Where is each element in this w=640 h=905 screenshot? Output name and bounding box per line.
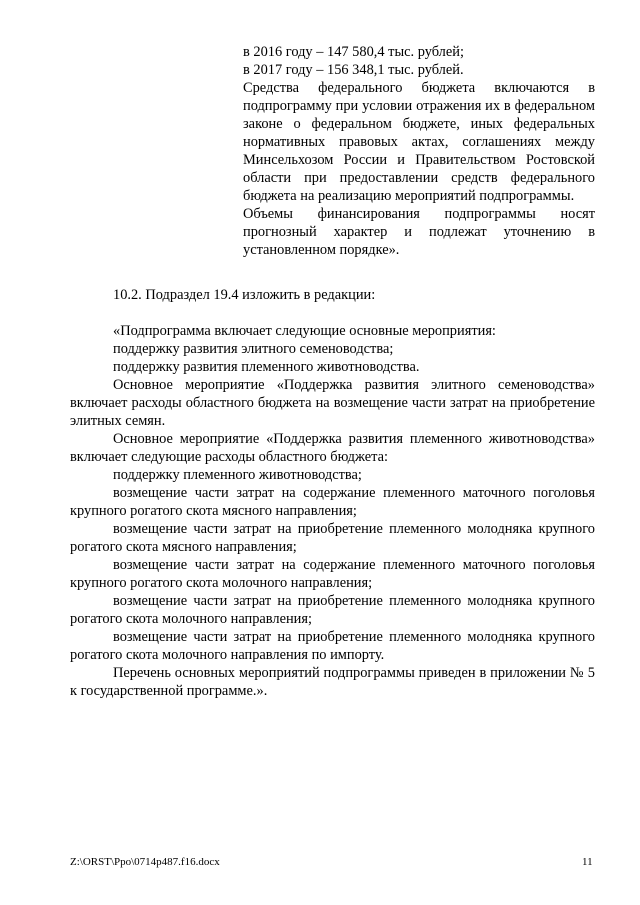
section-heading: 10.2. Подраздел 19.4 изложить в редакции: <box>113 287 376 303</box>
body-item-5: возмещение части затрат на приобретение племенного молодняка крупного рогатого скота молочного направления; <box>70 593 595 627</box>
section-body <box>70 322 595 700</box>
body-item-2: возмещение части затрат на содержание племенного маточного поголовья крупного рогатого скота мясного направления; <box>70 485 595 519</box>
quoted-block <box>243 43 595 259</box>
quote-paragraph-federal: Средства федерального бюджета включаются в подпрограмму при условии отражения их в федеральном законе о федеральном бюджете, иных федеральных нормативных правовых актах, соглашениях между Минсельхозом России и Правительством Ростовской области при предоставлении средств федерального бюджета на реализацию мероприятий подпрограммы. <box>243 80 595 204</box>
body-list-item-seed: поддержку развития элитного семеноводства; <box>113 341 394 357</box>
body-paragraph-seed: Основное мероприятие «Поддержка развития элитного семеноводства» включает расходы областного бюджета на возмещение части затрат на приобретение элитных семян. <box>70 377 595 429</box>
footer-page-number: 11 <box>582 856 593 868</box>
body-item-6: возмещение части затрат на приобретение племенного молодняка крупного рогатого скота молочного направления по импорту. <box>70 629 595 663</box>
quote-line-2017: в 2017 году – 156 348,1 тыс. рублей. <box>243 62 464 78</box>
quote-paragraph-volumes: Объемы финансирования подпрограммы носят прогнозный характер и подлежат уточнению в установленном порядке». <box>243 206 595 258</box>
quote-line-2016: в 2016 году – 147 580,4 тыс. рублей; <box>243 44 464 60</box>
footer-file-path: Z:\ORST\Ppo\0714p487.f16.docx <box>70 856 220 868</box>
body-paragraph-livestock: Основное мероприятие «Поддержка развития племенного животноводства» включает следующие расходы областного бюджета: <box>70 431 595 465</box>
section-heading-wrap <box>70 286 595 304</box>
body-list-item-livestock: поддержку развития племенного животноводства. <box>113 359 420 375</box>
body-item-4: возмещение части затрат на содержание племенного маточного поголовья крупного рогатого скота молочного направления; <box>70 557 595 591</box>
body-item-1: поддержку племенного животноводства; <box>113 467 362 483</box>
body-closing: Перечень основных мероприятий подпрограммы приведен в приложении № 5 к государственной программе.». <box>70 665 595 699</box>
body-item-3: возмещение части затрат на приобретение племенного молодняка крупного рогатого скота мясного направления; <box>70 521 595 555</box>
body-intro: «Подпрограмма включает следующие основные мероприятия: <box>113 323 496 339</box>
